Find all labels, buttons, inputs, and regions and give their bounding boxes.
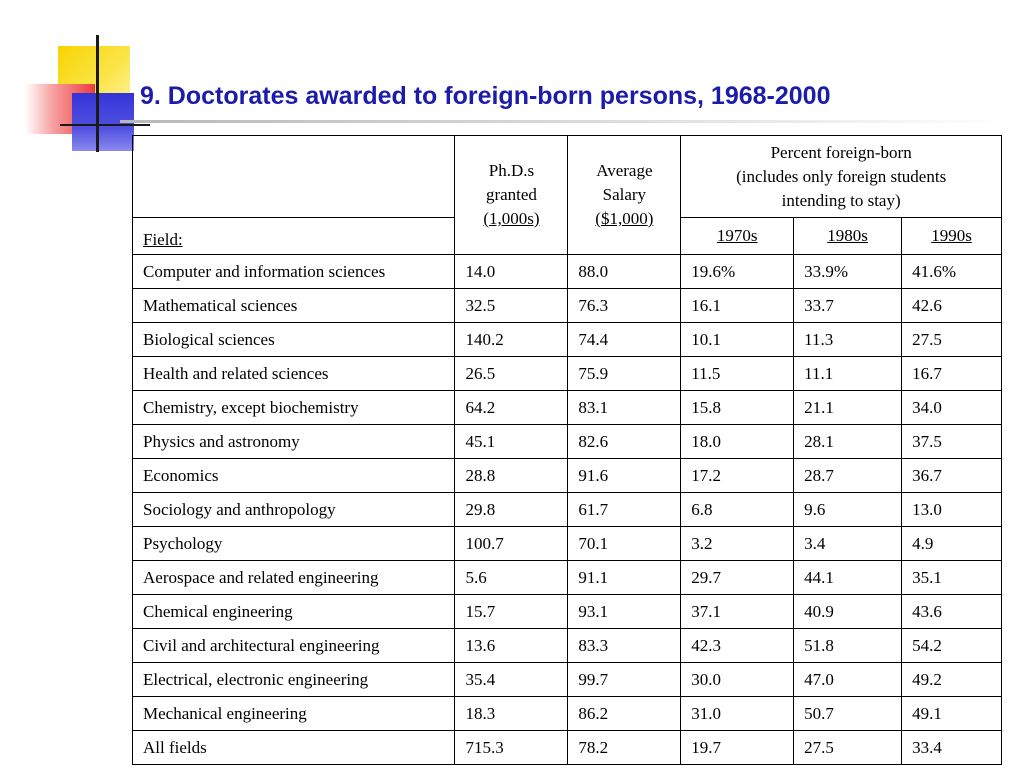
cell-percent-1970s: 17.2 <box>681 459 794 493</box>
cell-field: Aerospace and related engineering <box>133 561 455 595</box>
cell-field: Mechanical engineering <box>133 697 455 731</box>
cell-percent-1970s: 3.2 <box>681 527 794 561</box>
cell-percent-1980s: 33.9% <box>794 255 902 289</box>
table-row <box>133 561 1002 595</box>
cell-phd-granted: 32.5 <box>455 289 568 323</box>
cell-phd-granted: 100.7 <box>455 527 568 561</box>
header-field: Field: <box>133 218 455 255</box>
cell-percent-1990s: 35.1 <box>902 561 1002 595</box>
header-salary-line1: Average <box>596 161 653 180</box>
header-row-top <box>133 136 1002 218</box>
cell-percent-1980s: 33.7 <box>794 289 902 323</box>
cell-phd-granted: 14.0 <box>455 255 568 289</box>
cell-percent-1990s: 27.5 <box>902 323 1002 357</box>
cell-phd-granted: 5.6 <box>455 561 568 595</box>
cell-average-salary: 93.1 <box>568 595 681 629</box>
ornament-vertical-line <box>96 35 99 152</box>
cell-phd-granted: 13.6 <box>455 629 568 663</box>
cell-percent-1990s: 49.2 <box>902 663 1002 697</box>
header-phd-granted <box>455 136 568 255</box>
header-1980s: 1980s <box>794 218 902 255</box>
ornament-horizontal-line <box>60 124 150 126</box>
header-phd-line3: (1,000s) <box>483 209 540 228</box>
cell-percent-1970s: 42.3 <box>681 629 794 663</box>
cell-percent-1980s: 11.3 <box>794 323 902 357</box>
cell-phd-granted: 715.3 <box>455 731 568 765</box>
cell-percent-1980s: 28.1 <box>794 425 902 459</box>
cell-phd-granted: 29.8 <box>455 493 568 527</box>
cell-field: All fields <box>133 731 455 765</box>
header-salary-line3: ($1,000) <box>595 209 654 228</box>
header-1990s: 1990s <box>902 218 1002 255</box>
header-phd-line1: Ph.D.s <box>488 161 535 180</box>
cell-average-salary: 83.3 <box>568 629 681 663</box>
cell-average-salary: 91.1 <box>568 561 681 595</box>
header-phd-line2: granted <box>485 185 537 204</box>
cell-average-salary: 75.9 <box>568 357 681 391</box>
cell-percent-1970s: 16.1 <box>681 289 794 323</box>
cell-field: Chemistry, except biochemistry <box>133 391 455 425</box>
decorative-corner-ornament <box>0 0 150 160</box>
cell-percent-1970s: 18.0 <box>681 425 794 459</box>
slide-title: 9. Doctorates awarded to foreign-born persons, 1968-2000 <box>140 82 831 110</box>
cell-percent-1970s: 29.7 <box>681 561 794 595</box>
cell-average-salary: 78.2 <box>568 731 681 765</box>
cell-average-salary: 99.7 <box>568 663 681 697</box>
cell-field: Chemical engineering <box>133 595 455 629</box>
cell-field: Civil and architectural engineering <box>133 629 455 663</box>
header-percent-line2: (includes only foreign students <box>736 166 947 186</box>
cell-percent-1970s: 19.6% <box>681 255 794 289</box>
cell-field: Biological sciences <box>133 323 455 357</box>
cell-average-salary: 86.2 <box>568 697 681 731</box>
cell-percent-1990s: 43.6 <box>902 595 1002 629</box>
title-underline-rule <box>120 120 1010 123</box>
table-row <box>133 255 1002 289</box>
cell-average-salary: 74.4 <box>568 323 681 357</box>
cell-percent-1990s: 33.4 <box>902 731 1002 765</box>
cell-field: Physics and astronomy <box>133 425 455 459</box>
header-average-salary <box>568 136 681 255</box>
cell-average-salary: 88.0 <box>568 255 681 289</box>
cell-percent-1990s: 36.7 <box>902 459 1002 493</box>
cell-percent-1990s: 41.6% <box>902 255 1002 289</box>
cell-percent-1980s: 47.0 <box>794 663 902 697</box>
cell-percent-1970s: 31.0 <box>681 697 794 731</box>
table-row <box>133 459 1002 493</box>
cell-percent-1980s: 11.1 <box>794 357 902 391</box>
cell-field: Electrical, electronic engineering <box>133 663 455 697</box>
header-salary-line2: Salary <box>602 185 647 204</box>
cell-average-salary: 61.7 <box>568 493 681 527</box>
cell-percent-1990s: 49.1 <box>902 697 1002 731</box>
cell-percent-1980s: 21.1 <box>794 391 902 425</box>
table-row <box>133 595 1002 629</box>
table-row <box>133 697 1002 731</box>
cell-average-salary: 91.6 <box>568 459 681 493</box>
header-1970s: 1970s <box>681 218 794 255</box>
table-row <box>133 425 1002 459</box>
cell-phd-granted: 15.7 <box>455 595 568 629</box>
cell-percent-1990s: 42.6 <box>902 289 1002 323</box>
table-row <box>133 731 1002 765</box>
cell-percent-1980s: 3.4 <box>794 527 902 561</box>
cell-field: Economics <box>133 459 455 493</box>
table-row <box>133 391 1002 425</box>
cell-percent-1990s: 13.0 <box>902 493 1002 527</box>
cell-field: Health and related sciences <box>133 357 455 391</box>
cell-average-salary: 83.1 <box>568 391 681 425</box>
cell-percent-1970s: 11.5 <box>681 357 794 391</box>
header-percent-line3: intending to stay) <box>781 190 901 210</box>
cell-percent-1970s: 6.8 <box>681 493 794 527</box>
cell-percent-1970s: 30.0 <box>681 663 794 697</box>
cell-percent-1980s: 44.1 <box>794 561 902 595</box>
cell-field: Computer and information sciences <box>133 255 455 289</box>
table-row <box>133 629 1002 663</box>
cell-average-salary: 70.1 <box>568 527 681 561</box>
table-row <box>133 663 1002 697</box>
cell-percent-1990s: 34.0 <box>902 391 1002 425</box>
cell-field: Sociology and anthropology <box>133 493 455 527</box>
doctorates-table <box>132 135 1002 765</box>
cell-field: Mathematical sciences <box>133 289 455 323</box>
table-row <box>133 289 1002 323</box>
cell-percent-1970s: 19.7 <box>681 731 794 765</box>
table-row <box>133 323 1002 357</box>
cell-percent-1970s: 15.8 <box>681 391 794 425</box>
cell-phd-granted: 28.8 <box>455 459 568 493</box>
cell-percent-1990s: 37.5 <box>902 425 1002 459</box>
table-row <box>133 493 1002 527</box>
cell-phd-granted: 64.2 <box>455 391 568 425</box>
cell-percent-1970s: 10.1 <box>681 323 794 357</box>
cell-percent-1990s: 4.9 <box>902 527 1002 561</box>
cell-percent-1980s: 51.8 <box>794 629 902 663</box>
header-blank-cell <box>133 136 455 218</box>
cell-phd-granted: 26.5 <box>455 357 568 391</box>
cell-average-salary: 82.6 <box>568 425 681 459</box>
cell-field: Psychology <box>133 527 455 561</box>
cell-percent-1980s: 27.5 <box>794 731 902 765</box>
cell-phd-granted: 45.1 <box>455 425 568 459</box>
table-row <box>133 527 1002 561</box>
cell-percent-1980s: 28.7 <box>794 459 902 493</box>
cell-percent-1980s: 40.9 <box>794 595 902 629</box>
cell-percent-1980s: 9.6 <box>794 493 902 527</box>
cell-phd-granted: 35.4 <box>455 663 568 697</box>
table-row <box>133 357 1002 391</box>
cell-phd-granted: 18.3 <box>455 697 568 731</box>
cell-percent-1970s: 37.1 <box>681 595 794 629</box>
header-percent-line1: Percent foreign-born <box>770 142 912 162</box>
cell-phd-granted: 140.2 <box>455 323 568 357</box>
cell-average-salary: 76.3 <box>568 289 681 323</box>
header-percent-foreign-born <box>681 136 1002 218</box>
cell-percent-1980s: 50.7 <box>794 697 902 731</box>
cell-percent-1990s: 16.7 <box>902 357 1002 391</box>
cell-percent-1990s: 54.2 <box>902 629 1002 663</box>
